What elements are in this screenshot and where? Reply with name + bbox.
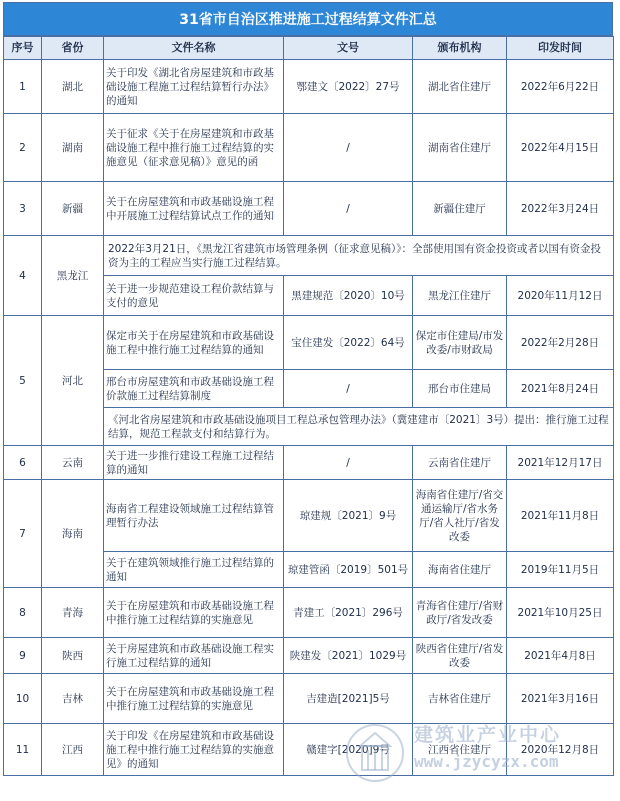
cell-province: 河北: [42, 316, 104, 446]
cell-province: 陕西: [42, 638, 104, 674]
table-row: [4, 588, 614, 638]
cell-agency: 海南省住建厅/省交通运输厅/省水务厅/省人社厅/省发改委: [413, 480, 507, 552]
cell-agency: 黑龙江住建厅: [413, 276, 507, 316]
cell-no: 3: [4, 182, 42, 236]
cell-name: 保定市关于在房屋建筑和市政基础设施工程中推行施工过程结算的通知: [104, 316, 284, 370]
cell-date: 2021年10月25日: [507, 588, 614, 638]
cell-name: 关于进一步推行建设工程施工过程结算的通知: [104, 446, 284, 480]
table-row: [4, 446, 614, 480]
cell-date: 2021年12月17日: [507, 446, 614, 480]
cell-doc-no: 吉建造[2021]5号: [284, 674, 413, 724]
cell-province: 江西: [42, 724, 104, 776]
cell-name: 关于印发《湖北省房屋建筑和市政基础设施工程施工过程结算暂行办法》的通知: [104, 60, 284, 114]
cell-agency: 陕西省住建厅/省发改委: [413, 638, 507, 674]
cell-agency: 青海省住建厅/省财政厅/省发改委: [413, 588, 507, 638]
cell-province: 湖南: [42, 114, 104, 182]
cell-date: 2020年11月12日: [507, 276, 614, 316]
cell-name: 海南省工程建设领域施工过程结算管理暂行办法: [104, 480, 284, 552]
header-agency: 颁布机构: [413, 37, 507, 60]
cell-doc-no: 宝住建发〔2022〕64号: [284, 316, 413, 370]
cell-agency: 吉林省住建厅: [413, 674, 507, 724]
cell-name: 关于在建筑领域推行施工过程结算的通知: [104, 552, 284, 588]
cell-name: 关于印发《在房屋建筑和市政基础设施工程中推行施工过程结算的实施意见》的通知: [104, 724, 284, 776]
table-row: [4, 316, 614, 370]
cell-doc-no: 黑建规范〔2020〕10号: [284, 276, 413, 316]
table-title: 31省市自治区推进施工过程结算文件汇总: [3, 2, 613, 36]
cell-no: 2: [4, 114, 42, 182]
cell-doc-no: 鄂建文〔2022〕27号: [284, 60, 413, 114]
table-row: [4, 724, 614, 776]
cell-no: 6: [4, 446, 42, 480]
cell-doc-no: 琼建管函〔2019〕501号: [284, 552, 413, 588]
cell-date: 2022年6月22日: [507, 60, 614, 114]
table-row: [4, 114, 614, 182]
summary-table: [3, 36, 614, 776]
watermark-url: www.jzycyzx.com: [414, 752, 559, 771]
header-province: 省份: [42, 37, 104, 60]
table-row: [4, 236, 614, 276]
cell-agency: 邢台市住建局: [413, 370, 507, 408]
cell-agency: 湖北省住建厅: [413, 60, 507, 114]
cell-agency: 海南省住建厅: [413, 552, 507, 588]
cell-doc-no: /: [284, 446, 413, 480]
cell-name: 关于在房屋建筑和市政基础设施工程中开展施工过程结算试点工作的通知: [104, 182, 284, 236]
cell-name: 关于在房屋建筑和市政基础设施工程中推行施工过程结算的实施意见: [104, 588, 284, 638]
cell-doc-no: 赣建字[2020]9号: [284, 724, 413, 776]
table-row: [4, 674, 614, 724]
header-name: 文件名称: [104, 37, 284, 60]
cell-province: 吉林: [42, 674, 104, 724]
header-no: 序号: [4, 37, 42, 60]
cell-doc-no: /: [284, 370, 413, 408]
cell-no: 9: [4, 638, 42, 674]
cell-date: 2021年8月24日: [507, 370, 614, 408]
cell-agency: 江西省住建厅: [413, 724, 507, 776]
cell-no: 8: [4, 588, 42, 638]
cell-province: 新疆: [42, 182, 104, 236]
document: [3, 2, 613, 776]
table-row: [4, 480, 614, 552]
cell-no: 4: [4, 236, 42, 316]
cell-date: 2022年2月28日: [507, 316, 614, 370]
table-row: [4, 638, 614, 674]
header-date: 印发时间: [507, 37, 614, 60]
cell-name: 关于进一步规范建设工程价款结算与支付的意见: [104, 276, 284, 316]
cell-name: 关于征求《关于在房屋建筑和市政基础设施工程中推行施工过程结算的实施意见（征求意见稿）》意见的函: [104, 114, 284, 182]
header-doc-no: 文号: [284, 37, 413, 60]
cell-province: 青海: [42, 588, 104, 638]
cell-doc-no: 陕建发〔2021〕1029号: [284, 638, 413, 674]
cell-date: 2021年4月8日: [507, 638, 614, 674]
cell-province: 云南: [42, 446, 104, 480]
table-row: [4, 182, 614, 236]
header-row: [4, 37, 614, 60]
cell-agency: 云南省住建厅: [413, 446, 507, 480]
cell-note: 《河北省房屋建筑和市政基础设施项目工程总承包管理办法》（冀建建市〔2021〕3号）提出：推行施工过程结算，规范工程款支付和结算行为。: [104, 408, 614, 446]
cell-note: 2022年3月21日，《黑龙江省建筑市场管理条例（征求意见稿）》：全部使用国有资金投资或者以国有资金投资为主的工程应当实行施工过程结算。: [104, 236, 614, 276]
cell-date: 2022年4月15日: [507, 114, 614, 182]
cell-agency: 保定市住建局/市发改委/市财政局: [413, 316, 507, 370]
cell-doc-no: 青建工〔2021〕296号: [284, 588, 413, 638]
cell-date: 2019年11月5日: [507, 552, 614, 588]
cell-name: 关于在房屋建筑和市政基础设施工程中推行施工过程结算的实施意见: [104, 674, 284, 724]
cell-date: 2021年3月16日: [507, 674, 614, 724]
cell-doc-no: /: [284, 114, 413, 182]
table-row: [4, 60, 614, 114]
cell-doc-no: /: [284, 182, 413, 236]
cell-date: 2021年11月8日: [507, 480, 614, 552]
cell-no: 1: [4, 60, 42, 114]
cell-doc-no: 琼建规〔2021〕9号: [284, 480, 413, 552]
cell-agency: 湖南省住建厅: [413, 114, 507, 182]
cell-no: 10: [4, 674, 42, 724]
cell-date: 2022年3月24日: [507, 182, 614, 236]
cell-province: 黑龙江: [42, 236, 104, 316]
cell-no: 5: [4, 316, 42, 446]
cell-agency: 新疆住建厅: [413, 182, 507, 236]
cell-name: 关于房屋建筑和市政基础设施工程实行施工过程结算的通知: [104, 638, 284, 674]
watermark-text: 建筑业产业中心: [414, 724, 562, 746]
cell-name: 邢台市房屋建筑和市政基础设施工程价款施工过程结算制度: [104, 370, 284, 408]
cell-province: 湖北: [42, 60, 104, 114]
cell-no: 11: [4, 724, 42, 776]
cell-province: 海南: [42, 480, 104, 588]
cell-date: 2020年12月8日: [507, 724, 614, 776]
cell-no: 7: [4, 480, 42, 588]
